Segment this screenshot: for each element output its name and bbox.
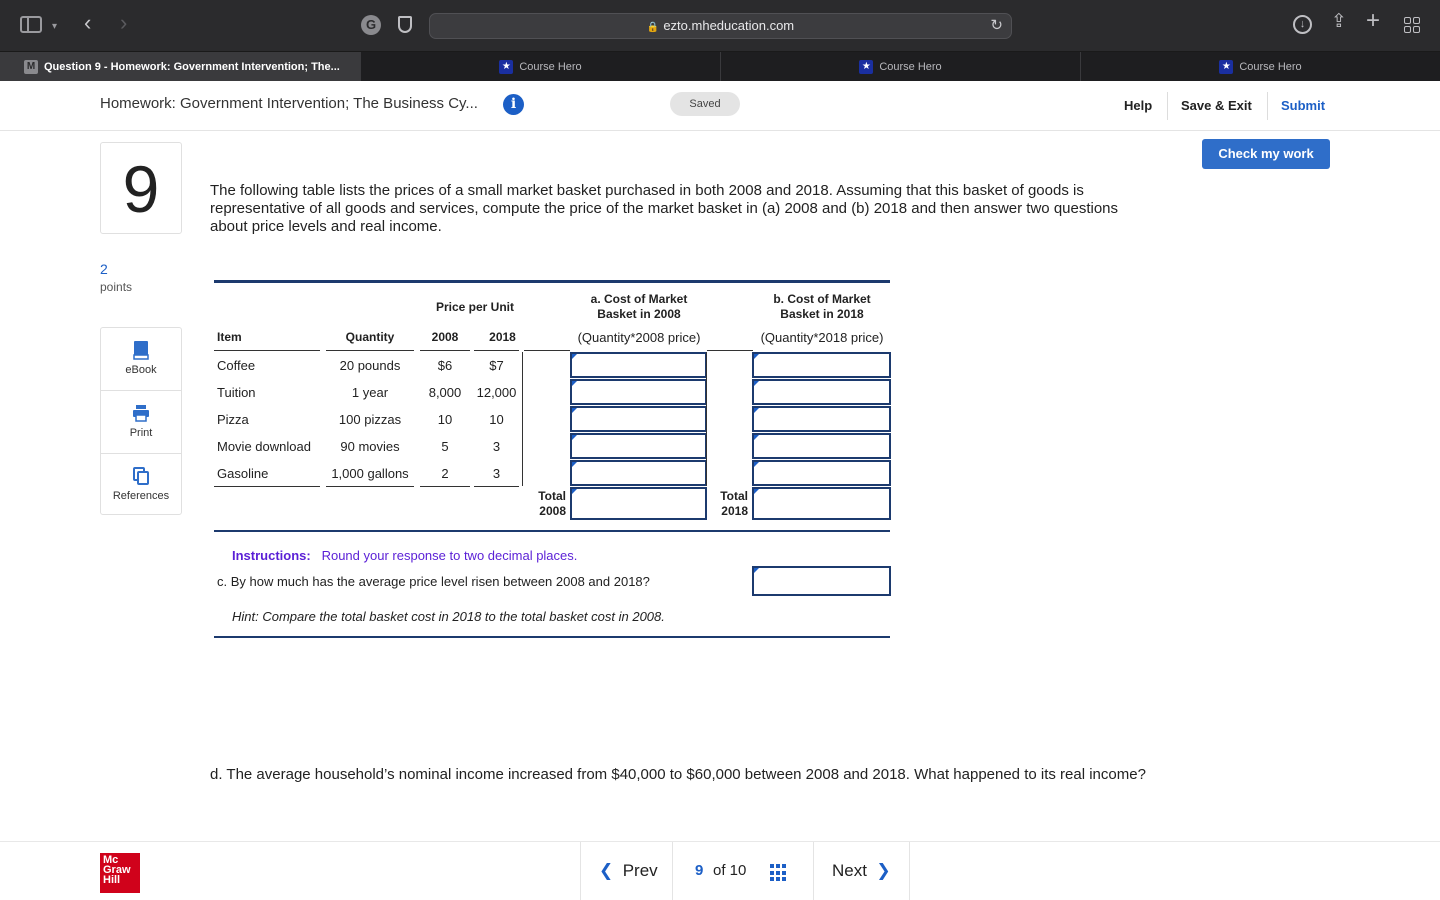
lock-icon: 🔒 (646, 22, 660, 33)
total-2018-label: Total 2018 (720, 489, 748, 518)
col-header-2008: 2008 (431, 330, 459, 344)
cost-2008-input[interactable] (570, 379, 707, 405)
tool-label: Print (129, 427, 153, 439)
cost-2008-input[interactable] (570, 460, 707, 486)
part-c-input[interactable] (752, 566, 891, 596)
table-top-rule (214, 280, 890, 283)
next-label: Next (832, 861, 867, 880)
col-header-quantity: Quantity (345, 330, 395, 344)
book-icon (131, 340, 151, 360)
grammarly-icon[interactable]: G (361, 15, 381, 35)
cost-2018-input[interactable] (752, 379, 891, 405)
cell-quantity: 90 movies (340, 439, 400, 454)
saved-status-badge: Saved (670, 92, 740, 116)
cost-2018-input[interactable] (752, 406, 891, 432)
question-tools (100, 327, 182, 515)
divider (214, 486, 320, 487)
tab-coursehero[interactable] (1080, 52, 1440, 81)
divider (326, 350, 414, 351)
cell-price-2008: 10 (437, 412, 453, 427)
cell-quantity: 1,000 gallons (331, 466, 409, 481)
question-text: The following table lists the prices of a small market basket purchased in both 2008 and 2018. Assuming that this basket of goods is representative of all goods and services, compute the price of the market basket in (a) 2008 and (b) 2018 and then answer two questions about price levels and real income. (210, 182, 1119, 235)
total-2018-input[interactable] (752, 487, 891, 520)
info-icon[interactable]: i (503, 94, 524, 115)
part-d-question: d. The average household’s nominal income increased from $40,000 to $60,000 between 2008 and 2018. What happened to its real income? (210, 766, 1146, 783)
section-bottom-rule (214, 636, 890, 638)
cell-price-2018: 3 (492, 439, 501, 454)
col-a-header: a. Cost of Market Basket in 2008 (590, 292, 688, 321)
check-my-work-button[interactable]: Check my work (1202, 139, 1330, 169)
mcgraw-favicon-icon: M (24, 60, 38, 74)
instructions-label: Instructions: (232, 548, 311, 563)
cell-item: Movie download (217, 439, 311, 454)
new-tab-icon[interactable]: + (1366, 7, 1381, 34)
cost-2018-input[interactable] (752, 460, 891, 486)
divider (706, 352, 707, 486)
divider (672, 842, 673, 900)
cost-2018-input[interactable] (752, 352, 891, 378)
print-button[interactable] (101, 391, 181, 454)
url-text: ezto.mheducation.com (663, 18, 795, 33)
price-per-unit-header: Price per Unit (435, 300, 515, 314)
col-a-subheader: (Quantity*2008 price) (577, 330, 701, 345)
cell-item: Coffee (217, 358, 256, 373)
cell-price-2018: 10 (489, 412, 504, 427)
grid-icon[interactable] (770, 864, 788, 882)
chevron-right-icon: ❯ (876, 861, 891, 880)
footer (0, 841, 1440, 900)
browser-toolbar (0, 0, 1440, 52)
chevron-down-icon[interactable]: ▾ (52, 21, 58, 32)
tab-overview-icon[interactable] (1404, 17, 1420, 33)
tab-strip (0, 52, 1440, 81)
tool-label: References (112, 490, 170, 502)
next-button[interactable] (832, 861, 891, 881)
cell-quantity: 100 pizzas (338, 412, 402, 427)
forward-button[interactable]: › (120, 10, 128, 35)
back-button[interactable]: ‹ (84, 10, 92, 35)
tool-label: eBook (125, 364, 157, 376)
share-icon[interactable]: ⇪ (1331, 11, 1347, 32)
col-header-2018: 2018 (489, 330, 516, 344)
col-header-item: Item (217, 330, 242, 344)
current-page: 9 (695, 862, 704, 879)
divider (522, 352, 523, 486)
page-title: Homework: Government Intervention; The Business Cy... (100, 95, 478, 112)
cell-price-2008: 2 (441, 466, 449, 481)
total-2008-input[interactable] (570, 487, 707, 520)
divider (1167, 92, 1168, 120)
cost-2018-input[interactable] (752, 433, 891, 459)
sidebar-toggle-icon[interactable] (20, 16, 42, 33)
col-b-header: b. Cost of Market Basket in 2018 (773, 292, 871, 321)
prev-button[interactable] (599, 861, 658, 881)
star-icon: ★ (859, 60, 873, 74)
instructions (232, 548, 577, 563)
divider (420, 350, 470, 351)
address-bar[interactable] (429, 13, 1012, 39)
divider (326, 486, 414, 487)
points-value: 2 (100, 261, 108, 277)
instructions-text: Round your response to two decimal places. (321, 548, 578, 563)
tab-label: Question 9 - Homework: Government Intervention; The... (44, 60, 340, 73)
points-label: points (100, 280, 133, 294)
help-link[interactable]: Help (1124, 98, 1153, 113)
download-icon[interactable]: ↓ (1293, 15, 1312, 34)
tab-question[interactable] (0, 52, 360, 81)
cell-price-2008: $6 (437, 358, 453, 373)
reload-icon[interactable]: ↻ (990, 17, 1003, 34)
star-icon: ★ (499, 60, 513, 74)
cost-2008-input[interactable] (570, 406, 707, 432)
total-2008-label: Total 2008 (538, 489, 566, 518)
divider (707, 350, 753, 351)
ebook-button[interactable] (101, 328, 181, 391)
cell-quantity: 1 year (351, 385, 389, 400)
divider (420, 486, 470, 487)
chevron-left-icon: ❮ (599, 861, 614, 880)
cell-price-2008: 5 (441, 439, 449, 454)
part-c-question: c. By how much has the average price level risen between 2008 and 2018? (217, 574, 650, 589)
divider (813, 842, 814, 900)
cost-2008-input[interactable] (570, 352, 707, 378)
cell-item: Pizza (217, 412, 249, 427)
divider (1267, 92, 1268, 120)
tab-label: Course Hero (1239, 60, 1302, 73)
tab-label: Course Hero (879, 60, 942, 73)
cell-item: Tuition (217, 385, 256, 400)
cell-price-2018: 12,000 (476, 385, 517, 400)
cell-price-2008: 8,000 (428, 385, 462, 400)
tab-label: Course Hero (519, 60, 582, 73)
question-number: 9 (100, 142, 182, 234)
copy-icon (131, 466, 151, 486)
mcgraw-hill-logo: Mc Graw Hill (100, 853, 140, 893)
divider (474, 486, 519, 487)
page-count: of 10 (713, 862, 747, 879)
cell-item: Gasoline (217, 466, 269, 481)
shield-icon[interactable] (398, 16, 412, 33)
hint-text: Hint: Compare the total basket cost in 2018 to the total basket cost in 2008. (232, 609, 665, 624)
col-b-subheader: (Quantity*2018 price) (760, 330, 884, 345)
tab-coursehero[interactable] (720, 52, 1080, 81)
printer-icon (131, 403, 151, 423)
pagination (580, 842, 910, 900)
divider (474, 350, 519, 351)
save-exit-link[interactable]: Save & Exit (1181, 98, 1252, 113)
app-header (0, 81, 1440, 131)
cell-price-2018: $7 (489, 358, 504, 373)
cost-2008-input[interactable] (570, 433, 707, 459)
cell-price-2018: 3 (492, 466, 501, 481)
divider (524, 350, 570, 351)
tab-coursehero[interactable] (360, 52, 720, 81)
table-bottom-rule (214, 530, 890, 532)
cell-quantity: 20 pounds (339, 358, 401, 373)
prev-label: Prev (622, 861, 658, 880)
star-icon: ★ (1219, 60, 1233, 74)
divider (214, 350, 320, 351)
references-button[interactable] (101, 454, 181, 517)
submit-link[interactable]: Submit (1281, 98, 1326, 113)
